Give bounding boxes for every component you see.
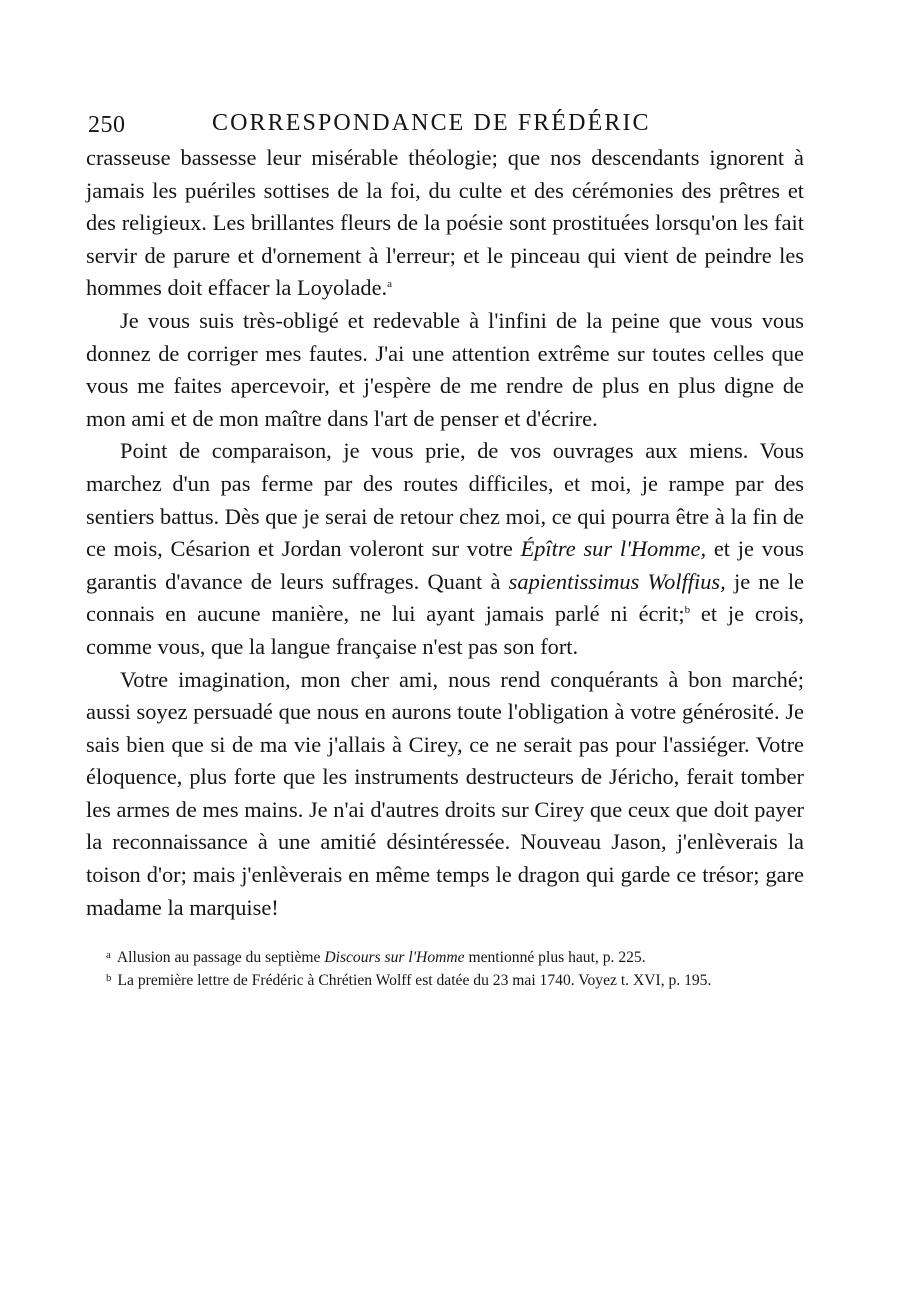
footnote-b (86, 969, 804, 992)
paragraph-3-text-c: je ne le connais en aucune manière, ne lui ayant jamais parlé ni écrit; (86, 568, 804, 627)
name-sapientissimus-wolffius: sapientissimus Wolffius, (508, 568, 726, 594)
paragraph-2 (86, 305, 804, 435)
footnote-ref-b: b (684, 604, 691, 617)
footnote-b-mark: b (106, 972, 112, 985)
running-head: CORRESPONDANCE DE FRÉDÉRIC (212, 110, 651, 136)
footnote-b-text: La première lettre de Frédéric à Chrétien Wolff est datée du 23 mai 1740. Voyez t. XVI, p. 195. (117, 972, 712, 990)
paragraph-3-text-d: et je crois, comme vous, que la langue française n'est pas son fort. (86, 601, 804, 659)
paragraph-4 (86, 664, 804, 925)
footnote-a-text-a: Allusion au passage du septième (116, 949, 325, 967)
paragraph-1-text: crasseuse bassesse leur misérable théologie; que nos descendants ignorent à jamais les puériles sottises de la foi, du culte et des cérémonies des prêtres et des religieux. Les brillantes fleurs de la poésie sont prostituées lorsqu'on les fait servir de parure et d'ornement à l'erreur; et le pinceau qui vient de peindre les hommes doit effacer la Loyolade. (86, 145, 804, 301)
page-header (86, 106, 804, 142)
book-page (86, 106, 804, 992)
footnote-a-text-b: mentionné plus haut, p. 225. (464, 949, 646, 967)
footnotes (86, 946, 804, 992)
page-number: 250 (88, 112, 126, 138)
paragraph-2-text: Je vous suis très-obligé et redevable à l'infini de la peine que vous vous donnez de corriger mes fautes. J'ai une attention extrême sur toutes celles que vous me faites apercevoir, et j'espère de me rendre de plus en plus digne de mon ami et de mon maître dans l'art de penser et d'écrire. (86, 307, 804, 431)
title-epitre-sur-l-homme: Épître sur l'Homme, (520, 536, 707, 562)
footnote-a-title: Discours sur l'Homme (324, 949, 465, 967)
footnote-ref-a: a (387, 278, 393, 291)
footnote-a (86, 946, 804, 969)
footnote-a-mark: a (106, 949, 111, 962)
letter-body (86, 142, 804, 924)
paragraph-3 (86, 435, 804, 663)
paragraph-1 (86, 142, 804, 305)
paragraph-4-text: Votre imagination, mon cher ami, nous rend conquérants à bon marché; aussi soyez persuadé que nous en aurons toute l'obligation à votre générosité. Je sais bien que si de ma vie j'allais à Cirey, ce ne serait pas pour l'assiéger. Votre éloquence, plus forte que les instruments destructeurs de Jéricho, ferait tomber les armes de mes mains. Je n'ai d'autres droits sur Cirey que ceux que doit payer la reconnaissance à une amitié désintéressée. Nouveau Jason, j'enlèverais la toison d'or; mais j'enlèverais en même temps le dragon qui garde ce trésor; gare madame la marquise! (86, 666, 804, 920)
paragraph-3-text-a: Point de comparaison, je vous prie, de vos ouvrages aux miens. Vous marchez d'un pas ferme par des routes difficiles, et moi, je rampe par des sentiers battus. Dès que je serai de retour chez moi, ce qui pourra être à la fin de ce mois, Césarion et Jordan voleront sur votre (86, 438, 804, 562)
paragraph-3-text-b: et je vous garantis d'avance de leurs suffrages. Quant à (86, 536, 805, 594)
